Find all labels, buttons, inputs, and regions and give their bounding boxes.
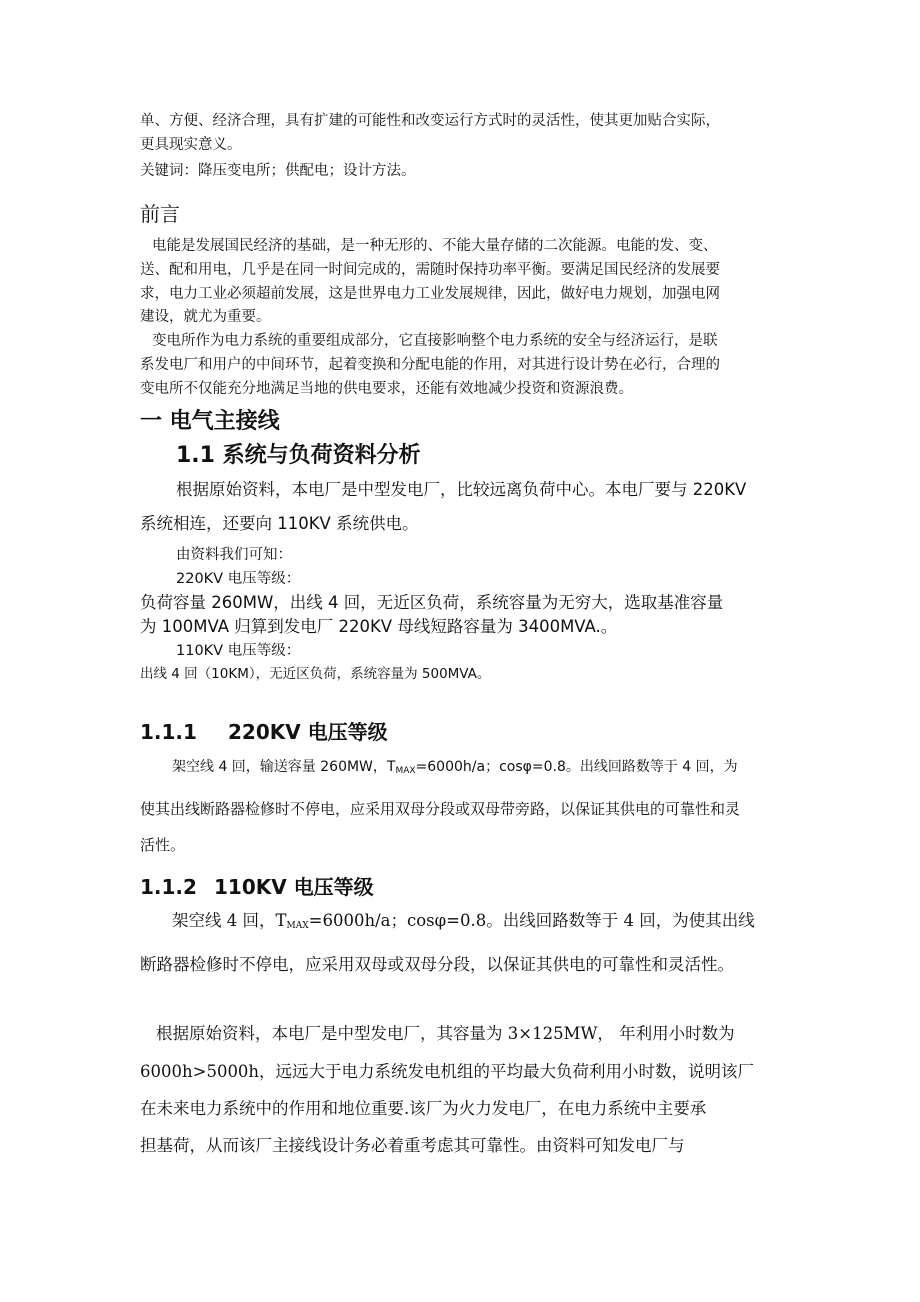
closing-paragraph-line: 根据原始资料，本电厂是中型发电厂，其容量为 3×125MW， 年利用小时数为 [156, 1024, 735, 1043]
preface-paragraph-line: 系发电厂和用户的中间环节，起着变换和分配电能的作用，对其进行设计势在必行，合理的 [140, 357, 720, 373]
subsection-heading-1-1-2 [140, 871, 374, 900]
section-1-1-line: 由资料我们可知： [176, 547, 292, 563]
closing-paragraph-line: 在未来电力系统中的作用和地位重要.该厂为火力发电厂，在电力系统中主要承 [140, 1099, 707, 1118]
section-1-1-line: 负荷容量 260MW，出线 4 回，无近区负荷，系统容量为无穷大，选取基准容量 [140, 593, 724, 612]
section-1-1-line: 110KV 电压等级： [176, 643, 301, 659]
subsection-1-1-1-line: 架空线 4 回，输送容量 260MW，$T_{MAX}=6000h/a$；cosφ=0.8。出线回路数等于 4 回，为 [172, 759, 738, 776]
subsection-1-1-1-line: 使其出线断路器检修时不停电，应采用双母分段或双母带旁路，以保证其供电的可靠性和灵 [140, 800, 741, 818]
section-1-1-line: 为 100MVA 归算到发电厂 220KV 母线短路容量为 3400MVA.。 [140, 617, 618, 636]
preface-paragraph-line: 建设，就尤为重要。 [140, 309, 271, 325]
text-line: 单、方便、经济合理，具有扩建的可能性和改变运行方式时的灵活性，使其更加贴合实际， [140, 113, 720, 129]
preface-paragraph-line: 电能是发展国民经济的基础，是一种无形的、不能大量存储的二次能源。电能的发、变、 [152, 238, 718, 254]
preface-paragraph-line: 变电所不仅能充分地满足当地的供电要求，还能有效地减少投资和资源浪费。 [140, 381, 633, 397]
subsection-1-1-2-line: 断路器检修时不停电，应采用双母或双母分段，以保证其供电的可靠性和灵活性。 [140, 955, 734, 974]
keywords-line: 关键词：降压变电所；供配电；设计方法。 [140, 163, 416, 179]
subsection-heading-1-1-1 [140, 716, 388, 745]
subsection-1-1-1-line: 活性。 [140, 836, 186, 854]
subsection-title: 110KV 电压等级 [214, 875, 374, 899]
closing-paragraph-line: 担基荷，从而该厂主接线设计务必着重考虑其可靠性。由资料可知发电厂与 [140, 1136, 685, 1155]
text-line: 更具现实意义。 [140, 137, 242, 153]
preface-paragraph-line: 求，电力工业必须超前发展，这是世界电力工业发展规律，因此，做好电力规划，加强电网 [140, 286, 720, 302]
preface-paragraph-line: 变电所作为电力系统的重要组成部分，它直接影响整个电力系统的安全与经济运行，是联 [152, 333, 718, 349]
preface-paragraph-line: 送、配和用电，几乎是在同一时间完成的，需随时保持功率平衡。要满足国民经济的发展要 [140, 262, 720, 278]
preface-heading: 前言 [140, 202, 180, 226]
subsection-number: 1.1.2 [140, 875, 197, 899]
section-heading-1-1: 1.1 系统与负荷资料分析 [176, 443, 421, 468]
section-1-1-line: 系统相连，还要向 110KV 系统供电。 [140, 514, 419, 533]
section-1-1-line: 220KV 电压等级： [176, 571, 301, 587]
subsection-title: 220KV 电压等级 [228, 720, 388, 744]
closing-paragraph-line: 6000h>5000h，远远大于电力系统发电机组的平均最大负荷利用小时数，说明该厂 [140, 1062, 755, 1081]
section-1-1-line: 出线 4 回（10KM），无近区负荷，系统容量为 500MVA。 [140, 666, 491, 682]
subsection-number: 1.1.1 [140, 720, 197, 744]
section-1-1-line: 根据原始资料，本电厂是中型发电厂，比较远离负荷中心。本电厂要与 220KV [176, 480, 747, 499]
chapter-heading: 一 电气主接线 [140, 409, 280, 434]
subsection-1-1-2-line: 架空线 4 回，$T_{MAX}=6000h/a$；cosφ=0.8。出线回路数等于 4 回，为使其出线 [172, 911, 755, 931]
